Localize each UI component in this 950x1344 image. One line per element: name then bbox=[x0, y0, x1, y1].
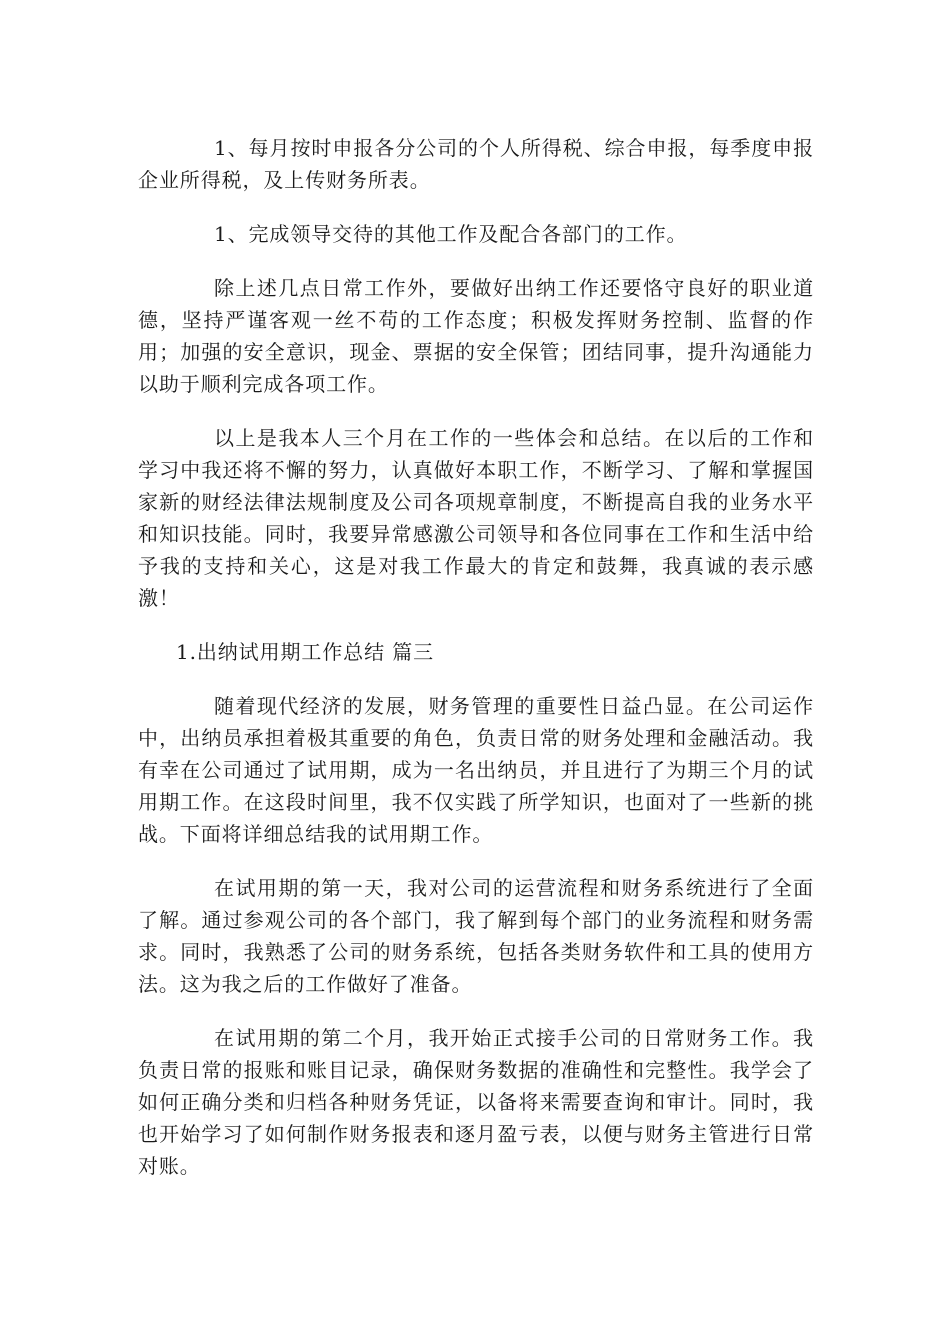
section-heading: 1.出纳试用期工作总结 篇三 bbox=[176, 640, 435, 664]
document-body bbox=[138, 132, 814, 1204]
paragraph: 1、完成领导交待的其他工作及配合各部门的工作。 bbox=[214, 222, 688, 246]
paragraph: 以上是我本人三个月在工作的一些体会和总结。在以后的工作和学习中我还将不懈的努力，认真做好本职工作，不断学习、了解和掌握国家新的财经法律法规制度及公司各项规章制度，不断提高自我的业务水平和知识技能。同时，我要异常感激公司领导和各位同事在工作和生活中给予我的支持和关心，这是对我工作最大的肯定和鼓舞，我真诚的表示感激！ bbox=[138, 426, 814, 610]
paragraph: 除上述几点日常工作外，要做好出纳工作还要恪守良好的职业道德，坚持严谨客观一丝不苟的工作态度；积极发挥财务控制、监督的作用；加强的安全意识，现金、票据的安全保管；团结同事，提升沟通能力以助于顺利完成各项工作。 bbox=[138, 276, 814, 396]
paragraph: 随着现代经济的发展，财务管理的重要性日益凸显。在公司运作中，出纳员承担着极其重要的角色，负责日常的财务处理和金融活动。我有幸在公司通过了试用期，成为一名出纳员，并且进行了为期三个月的试用期工作。在这段时间里，我不仅实践了所学知识，也面对了一些新的挑战。下面将详细总结我的试用期工作。 bbox=[138, 694, 814, 846]
paragraph: 在试用期的第二个月，我开始正式接手公司的日常财务工作。我负责日常的报账和账目记录，确保财务数据的准确性和完整性。我学会了如何正确分类和归档各种财务凭证，以备将来需要查询和审计。同时，我也开始学习了如何制作财务报表和逐月盈亏表，以便与财务主管进行日常对账。 bbox=[138, 1026, 814, 1178]
paragraph: 1、每月按时申报各分公司的个人所得税、综合申报，每季度申报企业所得税，及上传财务所表。 bbox=[138, 136, 814, 192]
paragraph: 在试用期的第一天，我对公司的运营流程和财务系统进行了全面了解。通过参观公司的各个部门，我了解到每个部门的业务流程和财务需求。同时，我熟悉了公司的财务系统，包括各类财务软件和工具的使用方法。这为我之后的工作做好了准备。 bbox=[138, 876, 814, 996]
